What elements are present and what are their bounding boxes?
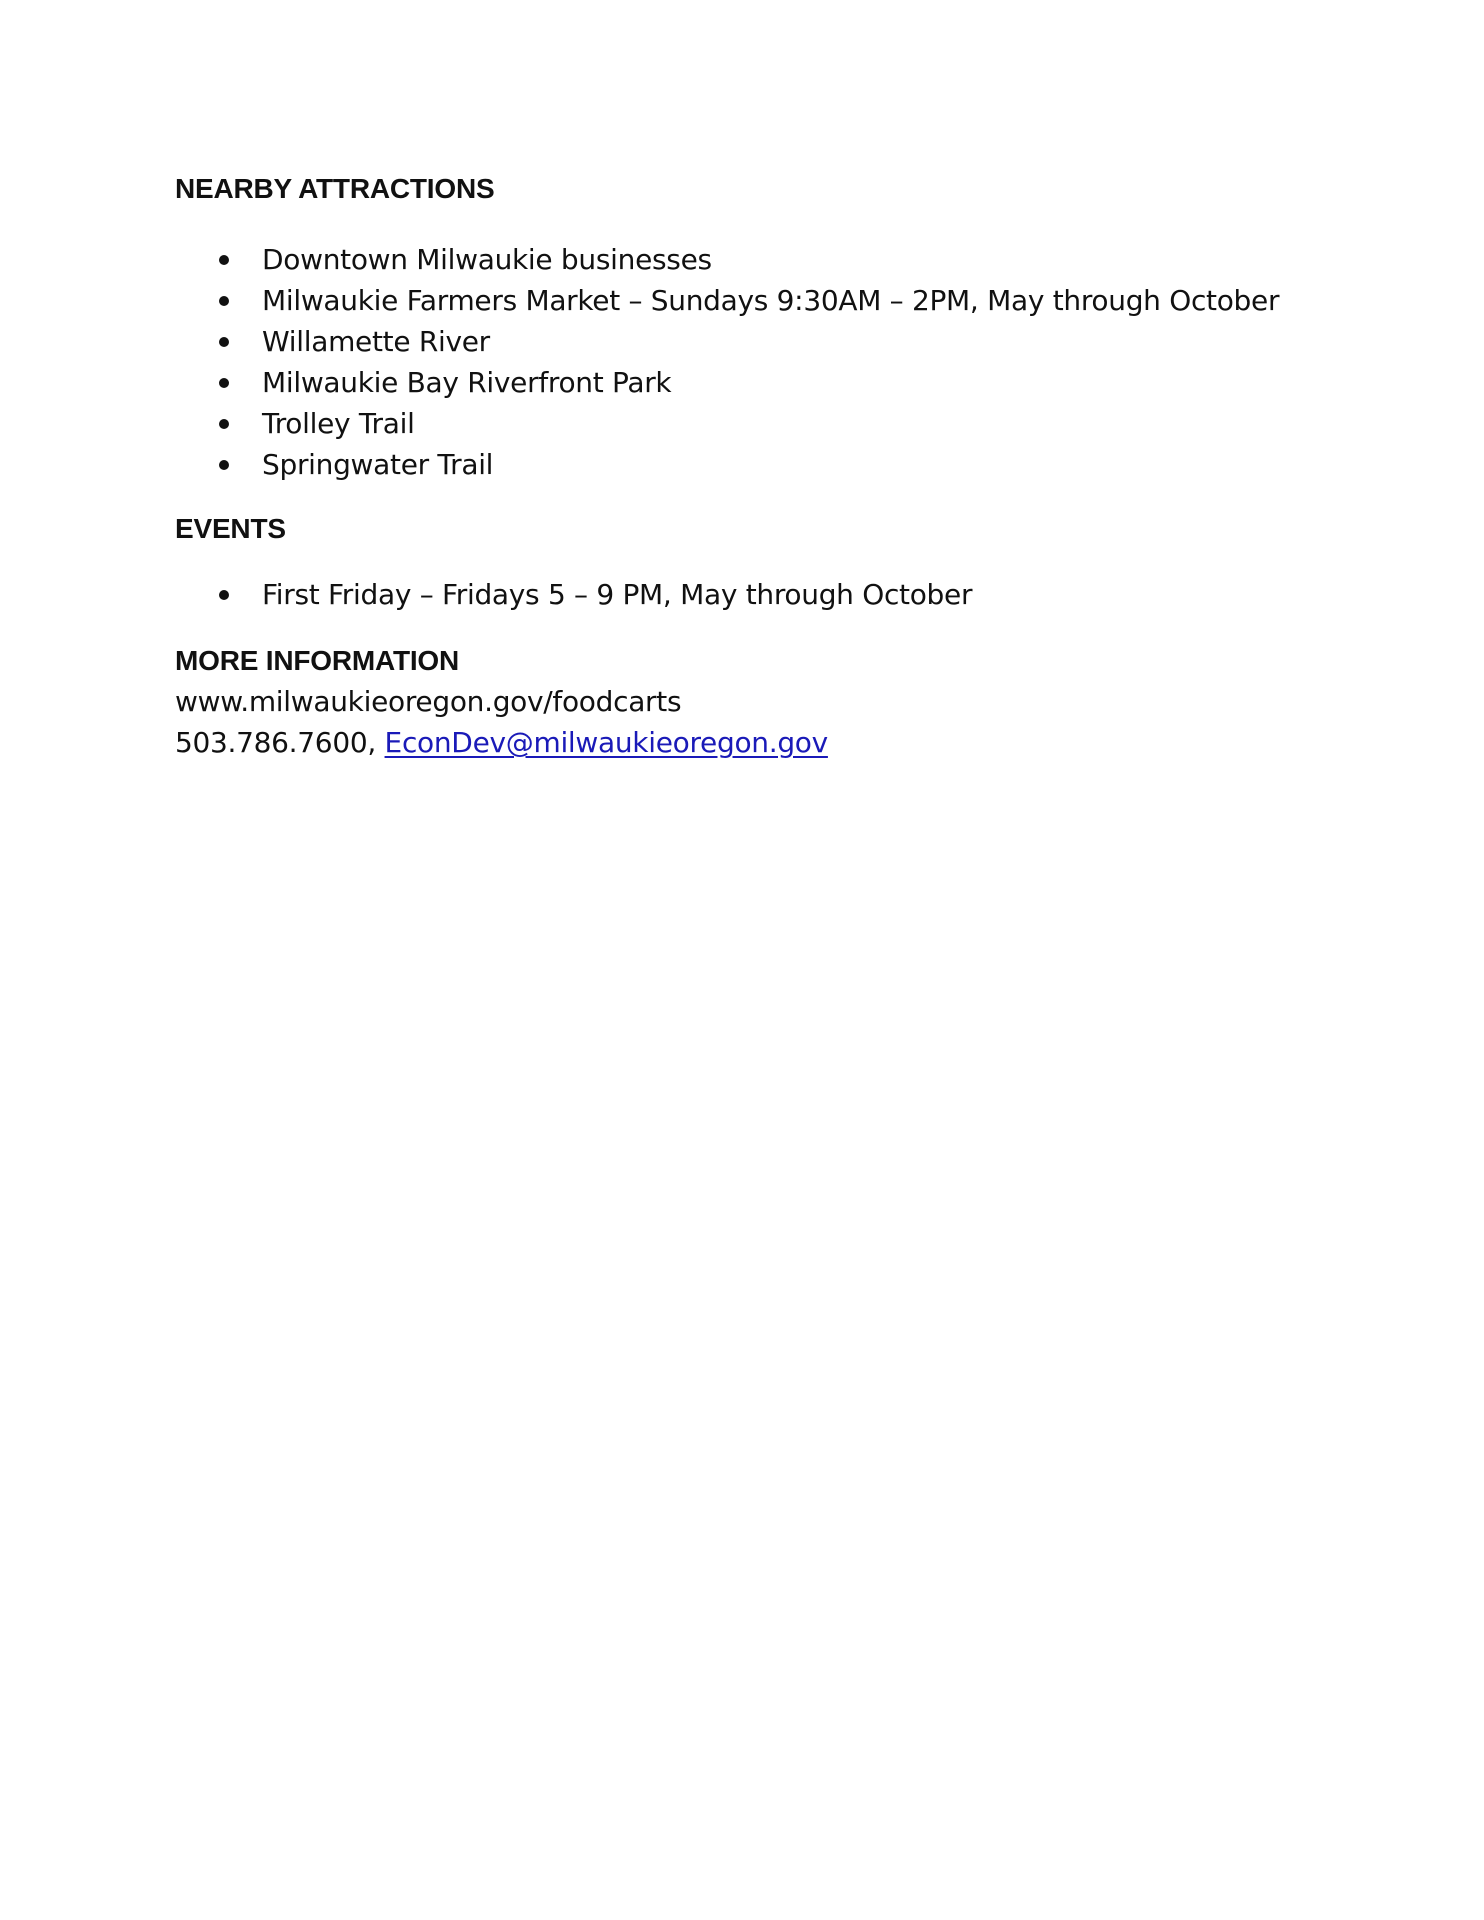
nearby-attractions-heading: NEARBY ATTRACTIONS — [175, 173, 495, 204]
events-heading: EVENTS — [175, 513, 286, 544]
list-item — [175, 444, 1355, 485]
bullet-icon — [219, 419, 229, 429]
list-item — [175, 574, 1355, 615]
bullet-icon — [219, 296, 229, 306]
document-page — [175, 168, 1355, 763]
list-item — [175, 280, 1355, 321]
events-list — [175, 574, 1355, 615]
bullet-icon — [219, 590, 229, 600]
list-item-text: Springwater Trail — [262, 448, 494, 481]
list-item — [175, 239, 1355, 280]
list-item — [175, 321, 1355, 362]
phone-text: 503.786.7600, — [175, 726, 385, 759]
list-item-text: Milwaukie Bay Riverfront Park — [262, 366, 672, 399]
list-item-text: Downtown Milwaukie businesses — [262, 243, 712, 276]
bullet-icon — [219, 337, 229, 347]
list-item — [175, 362, 1355, 403]
list-item — [175, 403, 1355, 444]
contact-line — [175, 722, 1355, 763]
list-item-text: First Friday – Fridays 5 – 9 PM, May through October — [262, 578, 973, 611]
list-item-text: Milwaukie Farmers Market – Sundays 9:30AM – 2PM, May through October — [262, 284, 1280, 317]
bullet-icon — [219, 460, 229, 470]
list-item-text: Trolley Trail — [262, 407, 415, 440]
bullet-icon — [219, 255, 229, 265]
more-information-heading: MORE INFORMATION — [175, 645, 460, 676]
email-link[interactable]: EconDev@milwaukieoregon.gov — [384, 726, 828, 759]
bullet-icon — [219, 378, 229, 388]
list-item-text: Willamette River — [262, 325, 490, 358]
website-text: www.milwaukieoregon.gov/foodcarts — [175, 685, 682, 718]
nearby-attractions-list — [175, 239, 1355, 485]
